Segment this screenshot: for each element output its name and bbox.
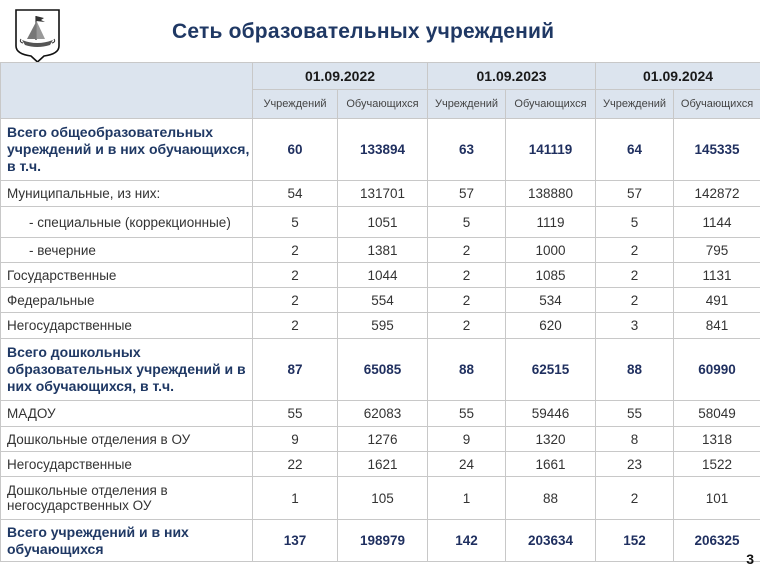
row-label: - вечерние xyxy=(1,238,253,263)
cell-institutions: 24 xyxy=(428,452,506,477)
table-row xyxy=(1,477,760,520)
cell-students: 1522 xyxy=(674,452,760,477)
row-label: - специальные (коррекционные) xyxy=(1,207,253,238)
cell-students: 203634 xyxy=(506,520,596,562)
cell-students: 141119 xyxy=(506,119,596,181)
cell-students: 1119 xyxy=(506,207,596,238)
cell-institutions: 2 xyxy=(596,263,674,288)
table-row xyxy=(1,288,760,313)
cell-students: 1661 xyxy=(506,452,596,477)
cell-institutions: 57 xyxy=(428,181,506,207)
header-date-2024: 01.09.2024 xyxy=(596,63,760,90)
cell-students: 88 xyxy=(506,477,596,520)
table-row xyxy=(1,207,760,238)
cell-institutions: 2 xyxy=(428,238,506,263)
subheader-institutions: Учреждений xyxy=(596,90,674,119)
row-label: Негосударственные xyxy=(1,452,253,477)
cell-institutions: 55 xyxy=(596,401,674,427)
cell-institutions: 88 xyxy=(596,339,674,401)
row-label: Всего учреждений и в них обучающихся xyxy=(1,520,253,562)
row-label: Государственные xyxy=(1,263,253,288)
header-date-2023: 01.09.2023 xyxy=(428,63,596,90)
cell-institutions: 60 xyxy=(253,119,338,181)
cell-institutions: 137 xyxy=(253,520,338,562)
row-label: Муниципальные, из них: xyxy=(1,181,253,207)
page-title: Сеть образовательных учреждений xyxy=(172,20,555,43)
cell-students: 1044 xyxy=(338,263,428,288)
cell-students: 105 xyxy=(338,477,428,520)
cell-students: 62083 xyxy=(338,401,428,427)
cell-institutions: 5 xyxy=(428,207,506,238)
cell-institutions: 2 xyxy=(596,238,674,263)
cell-institutions: 55 xyxy=(428,401,506,427)
cell-institutions: 23 xyxy=(596,452,674,477)
cell-students: 534 xyxy=(506,288,596,313)
cell-institutions: 2 xyxy=(253,238,338,263)
cell-institutions: 2 xyxy=(596,477,674,520)
cell-students: 58049 xyxy=(674,401,760,427)
cell-students: 1131 xyxy=(674,263,760,288)
row-label: Дошкольные отделения в негосударственных ОУ xyxy=(1,477,253,520)
cell-students: 145335 xyxy=(674,119,760,181)
cell-institutions: 22 xyxy=(253,452,338,477)
cell-institutions: 1 xyxy=(253,477,338,520)
cell-students: 142872 xyxy=(674,181,760,207)
subheader-students: Обучающихся xyxy=(338,90,428,119)
subheader-students: Обучающихся xyxy=(674,90,760,119)
cell-institutions: 2 xyxy=(428,288,506,313)
cell-institutions: 142 xyxy=(428,520,506,562)
cell-students: 841 xyxy=(674,313,760,339)
header-date-2022: 01.09.2022 xyxy=(253,63,428,90)
cell-students: 206325 xyxy=(674,520,760,562)
cell-institutions: 9 xyxy=(428,427,506,452)
cell-students: 1144 xyxy=(674,207,760,238)
cell-students: 1320 xyxy=(506,427,596,452)
cell-institutions: 5 xyxy=(253,207,338,238)
cell-students: 1000 xyxy=(506,238,596,263)
cell-students: 1621 xyxy=(338,452,428,477)
subheader-institutions: Учреждений xyxy=(253,90,338,119)
table-row xyxy=(1,401,760,427)
cell-institutions: 2 xyxy=(428,263,506,288)
cell-institutions: 2 xyxy=(253,288,338,313)
cell-students: 554 xyxy=(338,288,428,313)
cell-students: 62515 xyxy=(506,339,596,401)
cell-students: 1381 xyxy=(338,238,428,263)
cell-institutions: 2 xyxy=(253,263,338,288)
cell-students: 60990 xyxy=(674,339,760,401)
cell-institutions: 87 xyxy=(253,339,338,401)
cell-students: 133894 xyxy=(338,119,428,181)
cell-students: 101 xyxy=(674,477,760,520)
table-row xyxy=(1,452,760,477)
header-corner xyxy=(1,63,253,119)
row-label: Всего дошкольных образовательных учреждений и в них обучающихся, в т.ч. xyxy=(1,339,253,401)
cell-students: 491 xyxy=(674,288,760,313)
cell-students: 620 xyxy=(506,313,596,339)
cell-institutions: 8 xyxy=(596,427,674,452)
cell-institutions: 55 xyxy=(253,401,338,427)
cell-students: 595 xyxy=(338,313,428,339)
row-label: Федеральные xyxy=(1,288,253,313)
cell-institutions: 2 xyxy=(428,313,506,339)
row-label: МАДОУ xyxy=(1,401,253,427)
cell-students: 1318 xyxy=(674,427,760,452)
cell-institutions: 88 xyxy=(428,339,506,401)
slide-header xyxy=(0,0,760,62)
cell-institutions: 1 xyxy=(428,477,506,520)
table-row xyxy=(1,119,760,181)
cell-institutions: 2 xyxy=(253,313,338,339)
row-label: Всего общеобразовательных учреждений и в них обучающихся, в т.ч. xyxy=(1,119,253,181)
table-row xyxy=(1,181,760,207)
cell-students: 198979 xyxy=(338,520,428,562)
cell-institutions: 54 xyxy=(253,181,338,207)
subheader-students: Обучающихся xyxy=(506,90,596,119)
table-row xyxy=(1,313,760,339)
table-row xyxy=(1,427,760,452)
page-number: 3 xyxy=(746,551,754,567)
subheader-institutions: Учреждений xyxy=(428,90,506,119)
cell-institutions: 9 xyxy=(253,427,338,452)
cell-students: 59446 xyxy=(506,401,596,427)
table-row xyxy=(1,263,760,288)
cell-institutions: 57 xyxy=(596,181,674,207)
cell-institutions: 63 xyxy=(428,119,506,181)
row-label: Дошкольные отделения в ОУ xyxy=(1,427,253,452)
cell-students: 138880 xyxy=(506,181,596,207)
cell-students: 1051 xyxy=(338,207,428,238)
education-network-table xyxy=(0,62,760,562)
row-label: Негосударственные xyxy=(1,313,253,339)
cell-institutions: 2 xyxy=(596,288,674,313)
cell-students: 131701 xyxy=(338,181,428,207)
cell-students: 1085 xyxy=(506,263,596,288)
cell-students: 1276 xyxy=(338,427,428,452)
table-row xyxy=(1,339,760,401)
table-row xyxy=(1,238,760,263)
cell-institutions: 5 xyxy=(596,207,674,238)
coat-of-arms-icon xyxy=(14,8,61,63)
cell-institutions: 152 xyxy=(596,520,674,562)
cell-institutions: 64 xyxy=(596,119,674,181)
cell-students: 65085 xyxy=(338,339,428,401)
table-row xyxy=(1,520,760,562)
cell-students: 795 xyxy=(674,238,760,263)
cell-institutions: 3 xyxy=(596,313,674,339)
